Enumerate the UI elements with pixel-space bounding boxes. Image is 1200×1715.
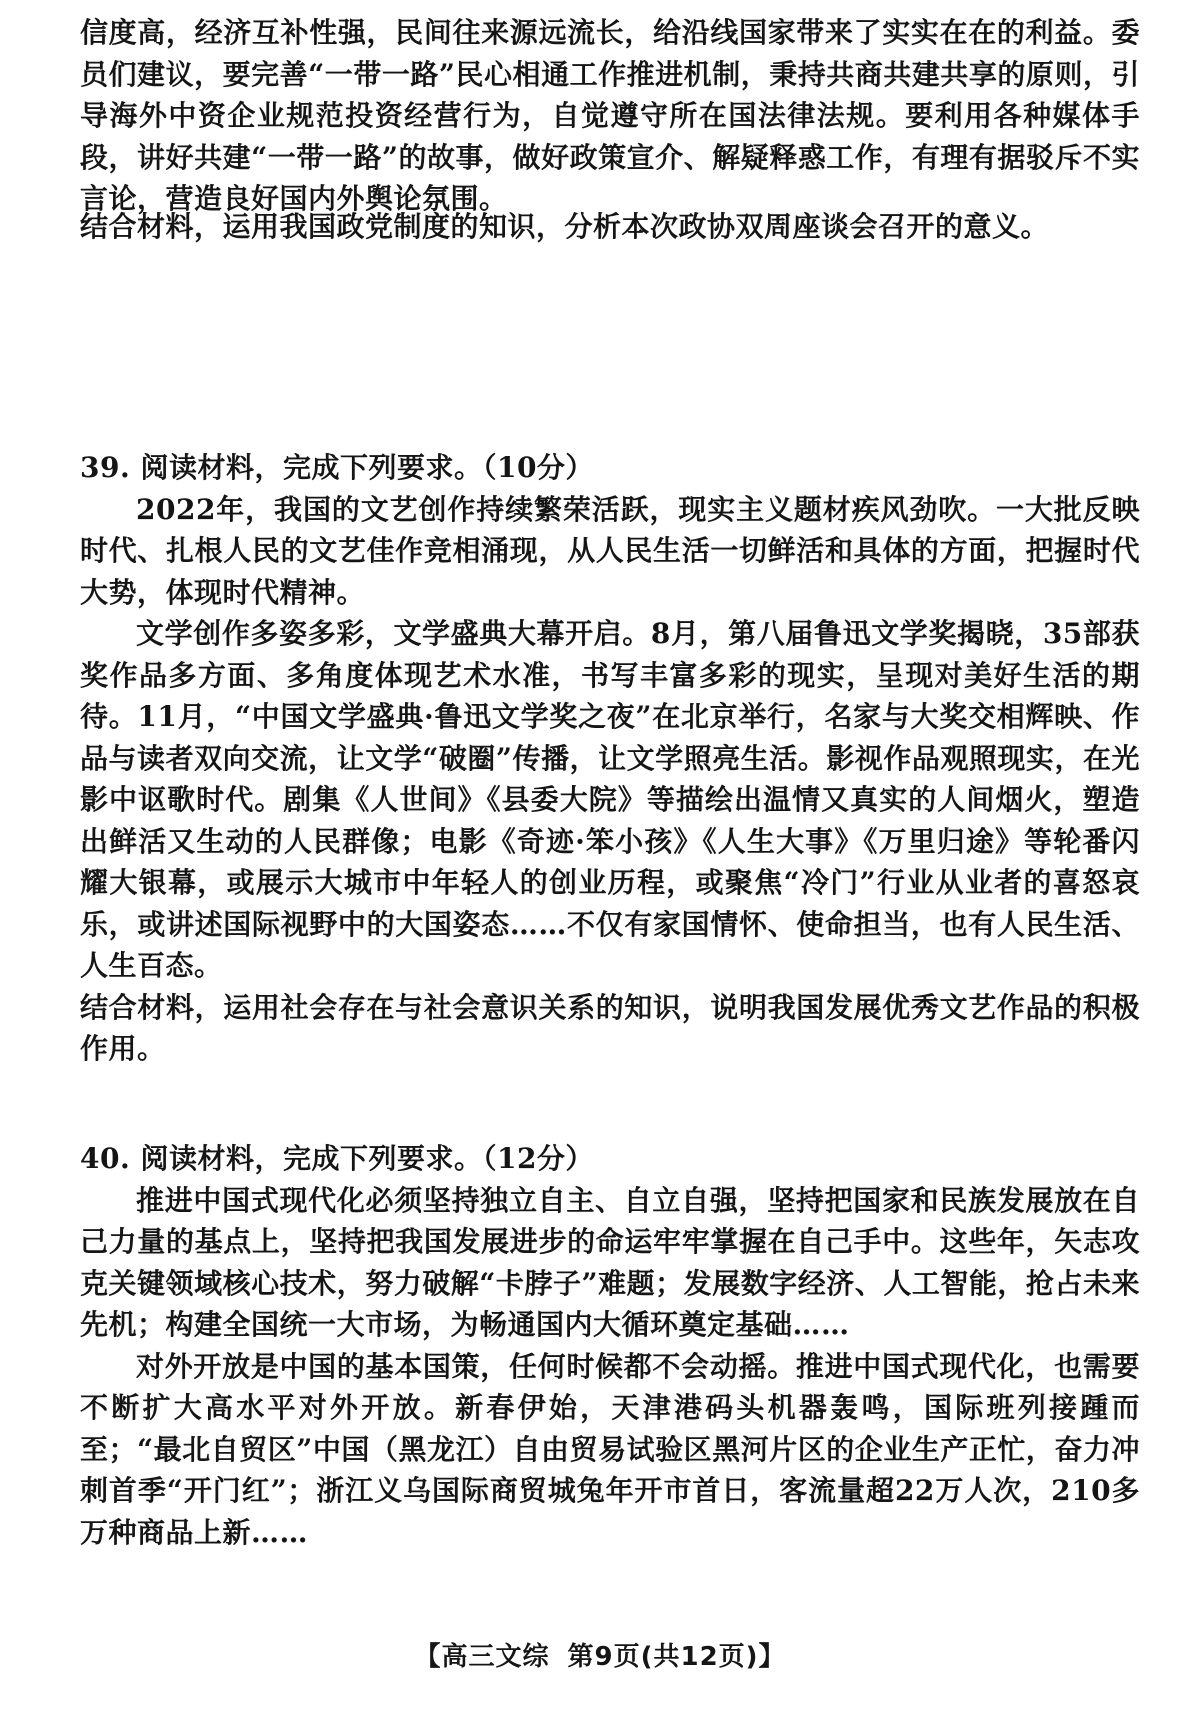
footer-page-number: 第9页(共12页)】 [567,1642,786,1672]
q40-paragraph-2: 对外开放是中国的基本国策，任何时候都不会动摇。推进中国式现代化，也需要不断扩大高水平对外开放。新春伊始，天津港码头机器轰鸣，国际班列接踵而至；“最北自贸区”中国（黑龙江）自由贸易试验区黑河片区的企业生产正忙，奋力冲刺首季“开门红”；浙江义乌国际商贸城兔年开市首日，客流量超22万人次，210多万种商品上新…… [80,1349,1140,1549]
q40-paragraph-1: 推进中国式现代化必须坚持独立自主、自立自强，坚持把国家和民族发展放在自己力量的基点上，坚持把我国发展进步的命运牢牢掌握在自己手中。这些年，矢志攻克关键领域核心技术，努力破解“卡脖子”难题；发展数字经济、人工智能，抢占未来先机；构建全国统一大市场，为畅通国内大循环奠定基础…… [80,1183,1140,1341]
page-footer [0,1636,1200,1673]
q39-paragraph-1: 2022年，我国的文艺创作持续繁荣活跃，现实主义题材疾风劲吹。一大批反映时代、扎根人民的文艺佳作竞相涌现，从人民生活一切鲜活和具体的方面，把握时代大势，体现时代精神。 [80,492,1140,609]
exam-page [80,0,1140,1715]
q39-block [80,447,1140,1070]
q39-question: 结合材料，运用社会存在与社会意识关系的知识，说明我国发展优秀文艺作品的积极作用。 [80,990,1140,1065]
q38-question-block [80,206,1140,248]
q38-question: 结合材料，运用我国政党制度的知识，分析本次政协双周座谈会召开的意义。 [80,210,1050,243]
q38-material-text: 信度高，经济互补性强，民间往来源远流长，给沿线国家带来了实实在在的利益。委员们建议，要完善“一带一路”民心相通工作推进机制，秉持共商共建共享的原则，引导海外中资企业规范投资经营行为，自觉遵守所在国法律法规。要利用各种媒体手段，讲好共建“一带一路”的故事，做好政策宣介、解疑释惑工作，有理有据驳斥不实言论，营造良好国内外舆论氛围。 [80,16,1140,215]
q40-block [80,1138,1140,1553]
q39-paragraph-2: 文学创作多姿多彩，文学盛典大幕开启。8月，第八届鲁迅文学奖揭晓，35部获奖作品多方面、多角度体现艺术水准，书写丰富多彩的现实，呈现对美好生活的期待。11月，“中国文学盛典·鲁迅文学奖之夜”在北京举行，名家与大奖交相辉映、作品与读者双向交流，让文学“破圈”传播，让文学照亮生活。影视作品观照现实，在光影中讴歌时代。剧集《人世间》《县委大院》等描绘出温情又真实的人间烟火，塑造出鲜活又生动的人民群像；电影《奇迹·笨小孩》《人生大事》《万里归途》等轮番闪耀大银幕，或展示大城市中年轻人的创业历程，或聚焦“冷门”行业从业者的喜怒哀乐，或讲述国际视野中的大国姿态……不仅有家国情怀、使命担当，也有人民生活、人生百态。 [80,617,1140,982]
footer-subject: 【高三文综 [414,1642,550,1672]
q39-header: 39. 阅读材料，完成下列要求。（10分） [80,451,594,484]
q40-header: 40. 阅读材料，完成下列要求。（12分） [80,1142,594,1175]
q38-material-continuation [80,12,1140,220]
